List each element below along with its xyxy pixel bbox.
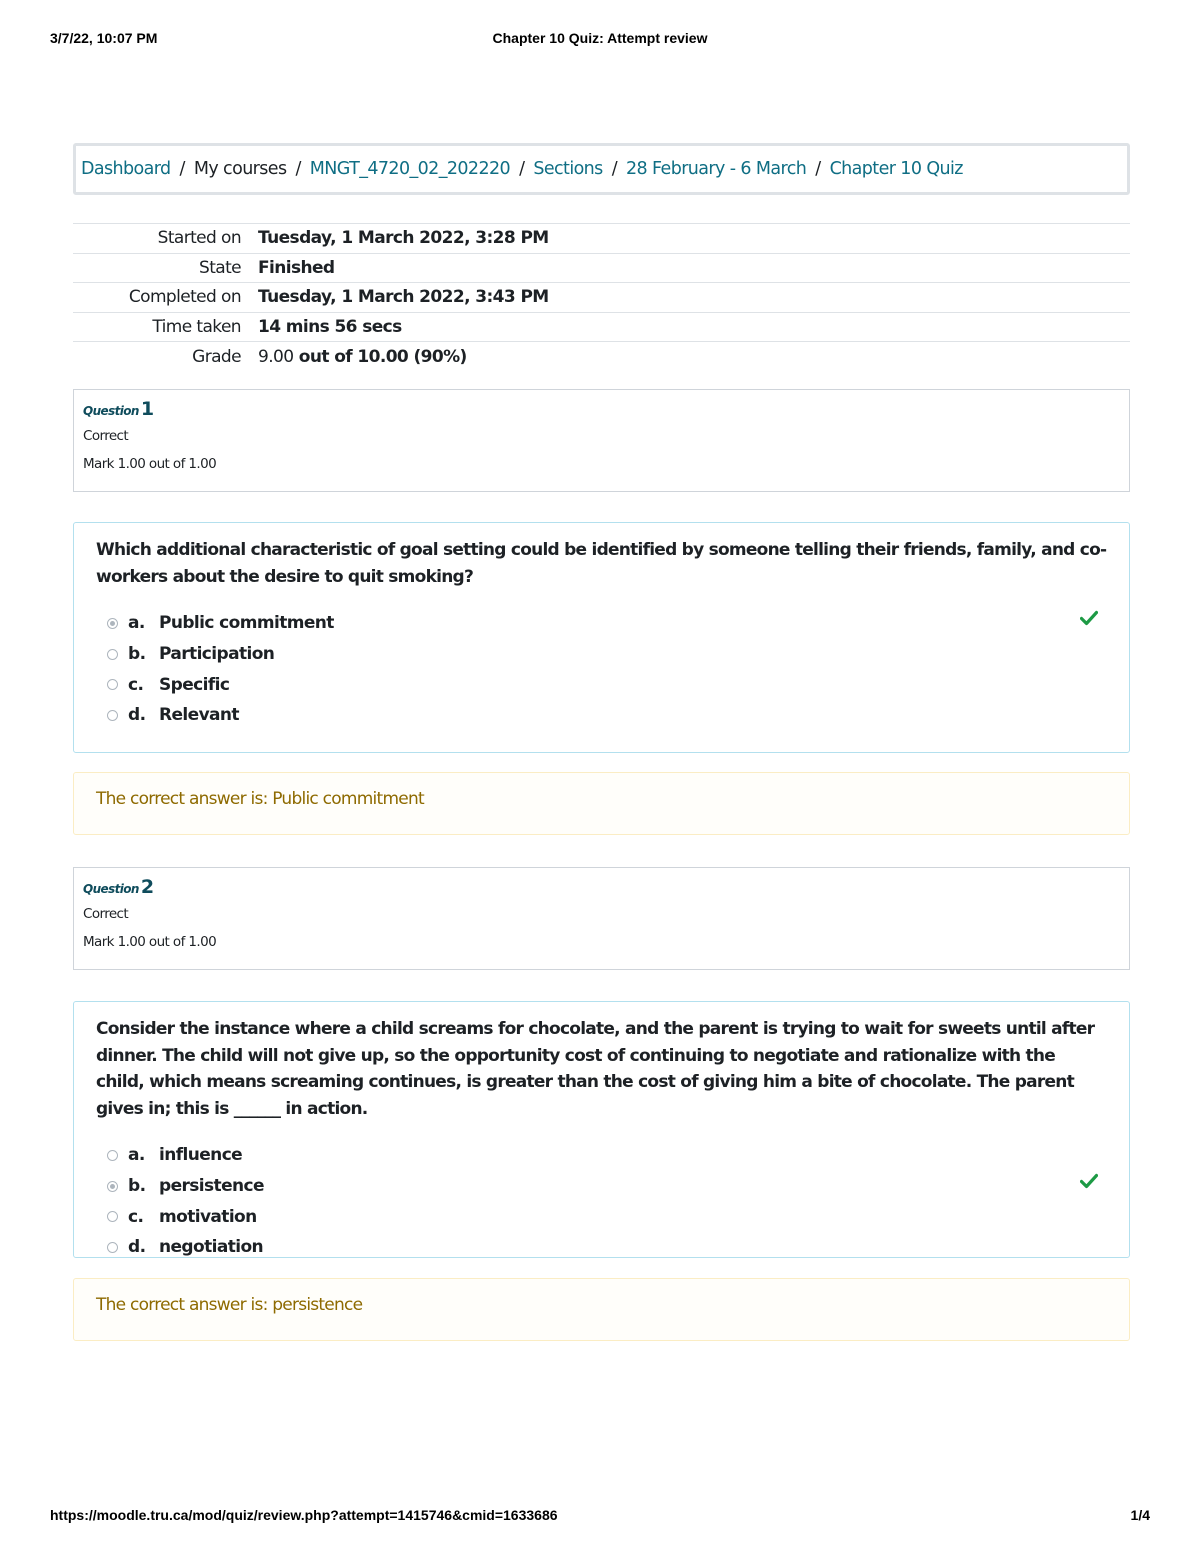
answer-letter: a.: [128, 1145, 145, 1166]
breadcrumb-sections[interactable]: Sections: [533, 159, 603, 179]
summary-label: Completed on: [128, 287, 241, 308]
answer-text: negotiation: [159, 1237, 264, 1258]
print-title: Chapter 10 Quiz: Attempt review: [492, 30, 708, 46]
summary-label: Grade: [192, 346, 241, 367]
answer-text: Participation: [159, 644, 275, 665]
correct-answer-text: The correct answer is: Public commitment: [96, 789, 424, 809]
answer-text: motivation: [159, 1206, 257, 1227]
answer-option-b[interactable]: [96, 1171, 1107, 1202]
summary-value: [241, 342, 1130, 372]
check-icon: [1079, 1171, 1099, 1191]
question-number-value: 2: [140, 876, 155, 898]
radio-button[interactable]: [107, 649, 118, 660]
answer-text: Specific: [159, 674, 230, 695]
answer-list: [96, 1140, 1107, 1263]
radio-button[interactable]: [107, 679, 118, 690]
radio-button-selected[interactable]: [107, 1181, 118, 1192]
print-footer: [50, 1507, 1150, 1527]
summary-row-started: [73, 224, 1130, 254]
question-1-info: [73, 389, 1130, 492]
summary-value: 14 mins 56 secs: [258, 317, 402, 338]
answer-letter: b.: [128, 644, 146, 665]
radio-button[interactable]: [107, 1211, 118, 1222]
question-state: Correct: [83, 428, 129, 444]
answer-letter: b.: [128, 1176, 146, 1197]
answer-text: persistence: [159, 1176, 264, 1197]
breadcrumb-my-courses: My courses: [193, 159, 287, 179]
answer-option-d[interactable]: [96, 700, 1107, 731]
answer-option-c[interactable]: [96, 1201, 1107, 1232]
question-mark: Mark 1.00 out of 1.00: [83, 934, 217, 950]
breadcrumb-separator: /: [179, 159, 185, 179]
check-icon: [1079, 608, 1099, 628]
attempt-summary-table: [73, 223, 1130, 371]
answer-option-b[interactable]: [96, 639, 1107, 670]
radio-button[interactable]: [107, 1242, 118, 1253]
print-datetime: 3/7/22, 10:07 PM: [50, 30, 158, 46]
question-1-formulation: [73, 522, 1130, 753]
breadcrumb-quiz[interactable]: Chapter 10 Quiz: [829, 159, 963, 179]
summary-value: Tuesday, 1 March 2022, 3:43 PM: [258, 287, 549, 308]
answer-option-d[interactable]: [96, 1232, 1107, 1263]
breadcrumb-separator: /: [519, 159, 525, 179]
grade-out-of: out of 10.00 (90%): [293, 346, 467, 367]
grade-value: 9.00: [258, 346, 294, 367]
print-header: [50, 30, 1150, 50]
breadcrumb-separator: /: [295, 159, 301, 179]
answer-text: Relevant: [159, 705, 239, 726]
summary-label: Time taken: [152, 317, 241, 338]
summary-label: State: [199, 257, 241, 278]
breadcrumb: [73, 143, 1130, 195]
question-label: Question: [83, 882, 139, 896]
question-2-formulation: [73, 1001, 1130, 1258]
answer-letter: d.: [128, 1237, 146, 1258]
answer-text: influence: [159, 1145, 243, 1166]
summary-row-time: [73, 312, 1130, 342]
summary-row-state: [73, 253, 1130, 283]
breadcrumb-week[interactable]: 28 February - 6 March: [626, 159, 807, 179]
answer-letter: c.: [128, 674, 144, 695]
summary-row-grade: [73, 342, 1130, 372]
answer-option-c[interactable]: [96, 669, 1107, 700]
question-1-feedback: [73, 772, 1130, 835]
summary-row-completed: [73, 283, 1130, 313]
answer-letter: d.: [128, 705, 146, 726]
question-number: [83, 398, 1129, 424]
answer-letter: c.: [128, 1206, 144, 1227]
answer-letter: a.: [128, 613, 145, 634]
breadcrumb-dashboard[interactable]: Dashboard: [81, 159, 171, 179]
breadcrumb-course[interactable]: MNGT_4720_02_202220: [309, 159, 511, 179]
answer-list: [96, 608, 1107, 731]
answer-option-a[interactable]: [96, 1140, 1107, 1171]
question-number: [83, 876, 1129, 902]
question-label: Question: [83, 404, 139, 418]
radio-button-selected[interactable]: [107, 618, 118, 629]
radio-button[interactable]: [107, 1150, 118, 1161]
question-number-value: 1: [140, 398, 155, 420]
print-page-number: 1/4: [1130, 1507, 1150, 1523]
question-state: Correct: [83, 906, 129, 922]
summary-label: Started on: [157, 228, 241, 249]
radio-button[interactable]: [107, 710, 118, 721]
question-text: Consider the instance where a child screams for chocolate, and the parent is trying to wait for sweets until after dinner. The child will not give up, so the opportunity cost of continuing to negotiate and rationalize with the child, which means screaming continues, is greater than the cost of giving him a bite of chocolate. The parent gives in; this is ______ in action.: [96, 1019, 1095, 1119]
summary-value: Finished: [258, 257, 335, 278]
print-url: https://moodle.tru.ca/mod/quiz/review.php?attempt=1415746&cmid=1633686: [50, 1507, 558, 1523]
answer-option-a[interactable]: [96, 608, 1107, 639]
question-2-info: [73, 867, 1130, 970]
breadcrumb-separator: /: [815, 159, 821, 179]
summary-value: Tuesday, 1 March 2022, 3:28 PM: [258, 228, 549, 249]
question-text: Which additional characteristic of goal setting could be identified by someone telling their friends, family, and co-workers about the desire to quit smoking?: [96, 540, 1107, 587]
correct-answer-text: The correct answer is: persistence: [96, 1295, 363, 1315]
question-mark: Mark 1.00 out of 1.00: [83, 456, 217, 472]
answer-text: Public commitment: [159, 613, 334, 634]
question-2-feedback: [73, 1278, 1130, 1341]
breadcrumb-separator: /: [611, 159, 617, 179]
